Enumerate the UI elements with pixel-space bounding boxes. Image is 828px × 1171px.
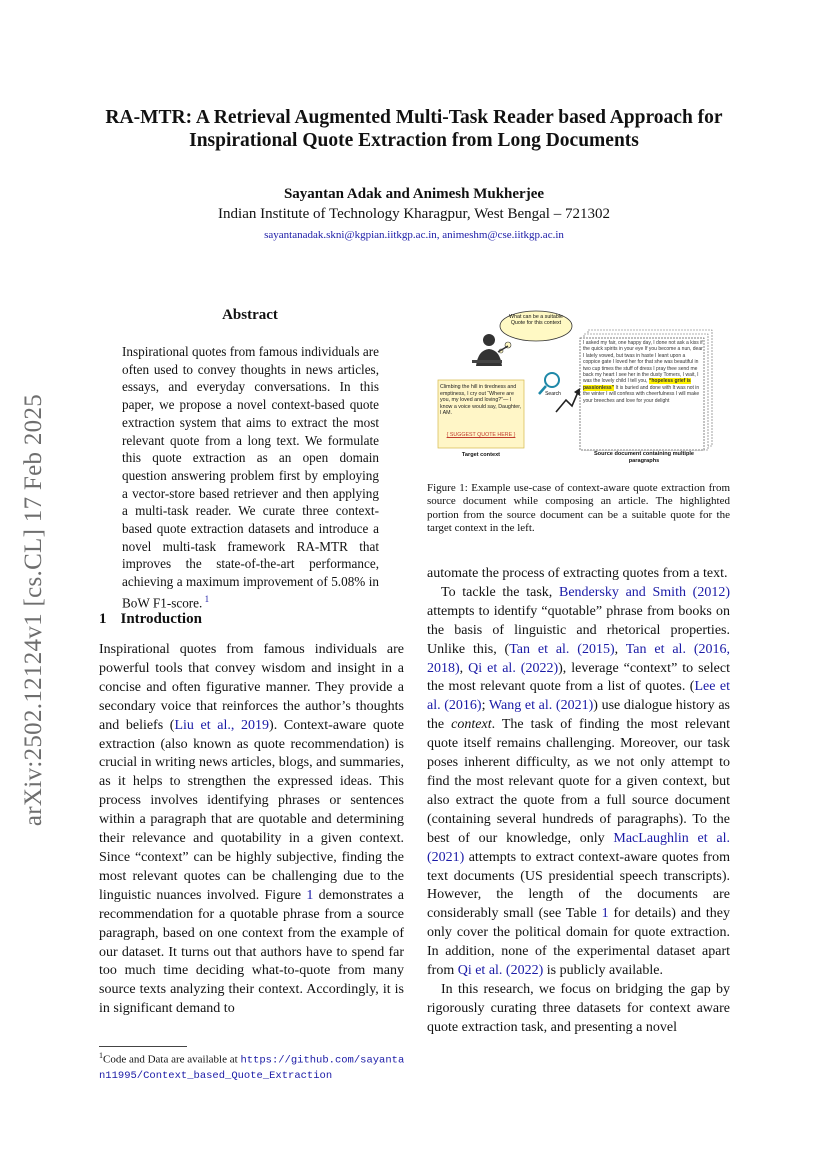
target-context-label: Target context — [461, 452, 501, 458]
intro-left-column — [99, 641, 404, 1019]
target-context-text: Climbing the hill in tiredness and emptiness, I cry out “Where are you, my loved and loving?”— I know a voice would say, Daughter, I AM. — [440, 384, 522, 416]
citation-link[interactable]: Qi et al. (2022) — [468, 660, 559, 676]
paper-title: RA-MTR: A Retrieval Augmented Multi-Task Reader based Approach for Inspirational Quote Extraction from Long Documents — [105, 107, 723, 151]
bubble-text: What can be a suitable Quote for this context — [509, 314, 563, 327]
footnote: $^1$Code and Data are available at https://github.com/sayantan11995/Context_based_Quote_Extraction — [99, 1051, 405, 1082]
source-document-stack — [580, 330, 712, 450]
intro-paragraph: Inspirational quotes from famous individuals are powerful tools that convey wisdom and insight in a concise and often figurative manner. They provide a secondary voice that reinforces the author’s thoughts and beliefs (Liu et al., 2019). Context-aware quote extraction (also known as quote recommendation) is crucial in writing news articles, blogs, and summaries, as it helps to strengthen the expressed ideas. This process involves identifying phrases or sentences within a paragraph that are quotable and determining their relevance and quotability in a given context. Since “context” can be highly subjective, finding the most relevant quotes can be challenging due to the linguistic nuances involved. Figure 1 demonstrates a recommendation for a quotable phrase from a source paragraph, based on one context from the example of our dataset. It turns out that authors have to spend far too much time deciding what-to-quote from many source texts analyzing their context. Accordingly, it is in significant demand to — [99, 642, 404, 1017]
abstract-text: Inspirational quotes from famous individuals are often used to convey thoughts in news articles, essays, and everyday conversations. In this paper, we propose a novel context-based quote extraction system that aims to extract the most relevant quote from a long text. We formulate this quote extraction as an open domain question answering problem first by employing a vector-store based retriever and then applying a multi-task reader. We curate three context-based quote extraction datasets and introduce a novel multi-task framework RA-MTR that improves the state-of-the-art performance, achieving a maximum improvement of 5.08% in BoW F1-score. $^1$ — [122, 344, 379, 611]
search-label: Search — [545, 391, 561, 397]
abstract-heading: Abstract — [222, 307, 278, 323]
figure-ref-link[interactable]: 1 — [306, 887, 314, 903]
table-ref-link[interactable]: 1 — [601, 906, 609, 922]
figure-caption: Figure 1: Example use-case of context-aware quote extraction from source document while composing an article. The highlighted portion from the source document can be a suitable quote for the target context in the left. — [427, 482, 730, 535]
author-emails[interactable]: sayantanadak.skni@kgpian.iitkgp.ac.in, animeshm@cse.iitkgp.ac.in — [264, 229, 564, 241]
writer-person-icon — [472, 334, 508, 366]
citation-link[interactable]: Bendersky and Smith (2012) — [559, 584, 730, 600]
arxiv-identifier: arXiv:2502.12124v1 [cs.CL] 17 Feb 2025 — [20, 393, 47, 827]
citation-link[interactable]: Tan et al. (2016, 2018) — [427, 641, 730, 676]
intro-right-column — [427, 565, 730, 1038]
affiliation: Indian Institute of Technology Kharagpur, West Bengal – 721302 — [218, 206, 610, 222]
source-document-text: I asked my fair, one happy day, I done not ask a kiss if the quick spirits in your eye If you become a nun, dear I lately vowed, but twas in haste I leant upon a coppice gate I loved her for that she was beautiful in two cup times the stuff of dress I pray thee send me back my heart I see her in the dusty Tomers, I wait, I was the lovely child I tell you, “hopeless grief is passionless” It is buried and done with It was not in the winter I will confess with cheerfulness I will make your breeches and love for your delight — [583, 340, 703, 404]
related-work-paragraph: To tackle the task, Bendersky and Smith (2012) attempts to identify “quotable” phrase from books on the basis of linguistic and rhetorical properties. Unlike this, (Tan et al. (2015), Tan et al. (2016, 2018), Qi et al. (2022)), leverage “context” to select the most relevant quote from a list of quotes. (Lee et al. (2016); Wang et al. (2021)) use dialogue history as the context. The task of finding the most relevant quote itself remains challenging. Moreover, our task poses inherent difficulty, as we not only attempt to find the most relevant quote for a given context, but also extract the quote from a full source document (containing several hundreds of paragraphs). To the best of our knowledge, only MacLaughlin et al. (2021) attempts to extract context-aware quotes from text documents (US presidential speech transcripts). However, the length of the documents are considerably small (see Table 1 for details) and they only cover the political domain for quote extraction. In addition, none of the experimental dataset apart from Qi et al. (2022) is publicly available. — [427, 584, 731, 979]
citation-link[interactable]: Lee et al. (2016) — [427, 679, 730, 714]
citation-link[interactable]: Wang et al. (2021) — [488, 698, 594, 714]
figure-illustration — [428, 308, 728, 476]
citation-link[interactable]: Liu et al., 2019 — [174, 717, 270, 733]
source-document-label: Source document containing multiple paragraphs — [593, 451, 695, 464]
citation-link[interactable]: Tan et al. (2015) — [509, 641, 615, 657]
footnote-ref[interactable]: 1 — [204, 593, 210, 604]
footnote-rule — [99, 1046, 187, 1047]
paragraph-continuation: automate the process of extracting quotes from a text. — [427, 566, 728, 581]
highlighted-quote: “hopeless grief is passionless” — [583, 378, 691, 391]
citation-link[interactable]: Qi et al. (2022) — [457, 963, 544, 979]
section-heading: 1 Introduction — [99, 611, 202, 627]
thought-bubble — [499, 311, 572, 353]
arxiv-sidebar — [8, 360, 60, 860]
github-url-link[interactable]: https://github.com/sayantan11995/Context_based_Quote_Extraction — [99, 1054, 405, 1082]
authors: Sayantan Adak and Animesh Mukherjee — [283, 186, 545, 202]
target-context-box — [438, 380, 524, 448]
citation-link[interactable]: MacLaughlin et al. (2021) — [427, 830, 730, 865]
figure-1 — [428, 308, 728, 476]
suggest-quote-button[interactable]: { SUGGEST QUOTE HERE } — [446, 432, 516, 438]
contribution-paragraph: In this research, we focus on bridging the gap by rigorously curating three datasets for context aware quote extraction task, and presenting a novel — [427, 981, 730, 1035]
